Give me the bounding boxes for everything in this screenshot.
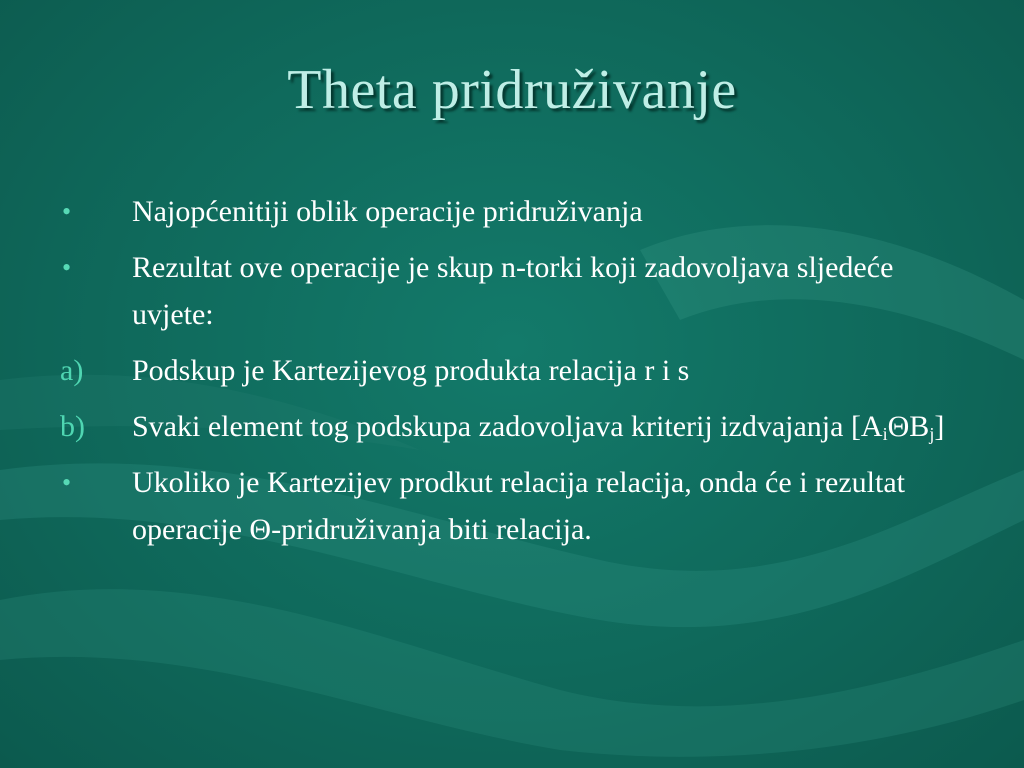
list-item [60, 244, 980, 338]
list-item-text: Najopćenitiji oblik operacije pridruživanja [132, 195, 643, 228]
list-item [60, 459, 980, 553]
list-item [60, 403, 980, 450]
letter-marker: a) [60, 354, 84, 387]
theta-symbol: Θ [887, 410, 910, 443]
list-item-text: Rezultat ove operacije je skup n-torki koji zadovoljava sljedeće uvjete: [132, 251, 894, 331]
list-item-text: Podskup je Kartezijevog produkta relacija r i s [132, 354, 690, 387]
bullet-marker: • [62, 253, 72, 282]
text-before: Svaki element tog podskupa zadovoljava kriterij izdvajanja [A [132, 410, 883, 443]
letter-marker: b) [60, 410, 85, 443]
b-letter: B [909, 410, 930, 443]
list-item-text [132, 410, 944, 443]
list-item-text: Ukoliko je Kartezijev prodkut relacija relacija, onda će i rezultat operacije Θ-pridruživanja biti relacija. [132, 466, 905, 546]
bullet-list [60, 188, 980, 562]
bullet-marker: • [62, 468, 72, 497]
subscript-i: i [882, 424, 888, 444]
list-item [60, 347, 980, 394]
list-item [60, 188, 980, 235]
bullet-marker: • [62, 197, 72, 226]
slide-title: Theta pridruživanje [287, 59, 737, 121]
swirl-band-2 [0, 589, 1024, 757]
subscript-j: j [929, 424, 935, 444]
text-after: ] [934, 410, 945, 443]
